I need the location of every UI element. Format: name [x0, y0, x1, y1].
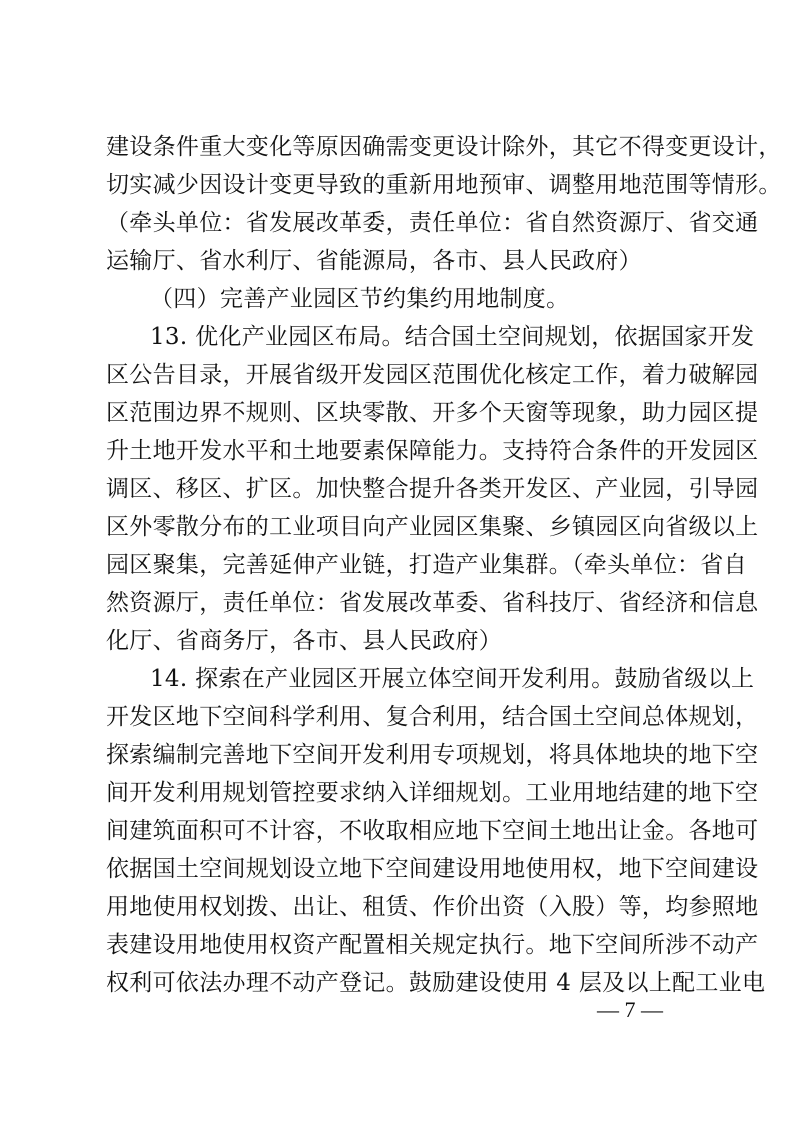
- paragraph-line: 区外零散分布的工业项目向产业园区集聚、乡镇园区向省级以上: [106, 514, 759, 540]
- paragraph-line: 切实减少因设计变更导致的重新用地预审、调整用地范围等情形。: [106, 172, 782, 198]
- section-heading: （四）完善产业园区节约集约用地制度。: [150, 286, 570, 312]
- paragraph-line: 权利可依法办理不动产登记。鼓励建设使用 4 层及以上配工业电: [106, 970, 766, 996]
- paragraph-line: 表建设用地使用权资产配置相关规定执行。地下空间所涉不动产: [106, 932, 759, 958]
- paragraph-line: 运输厅、省水利厅、省能源局，各市、县人民政府）: [106, 248, 642, 274]
- paragraph-line: 建设条件重大变化等原因确需变更设计除外，其它不得变更设计，: [106, 134, 782, 160]
- page-number: — 7 —: [597, 997, 663, 1022]
- paragraph-line: 依据国土空间规划设立地下空间建设用地使用权，地下空间建设: [106, 856, 759, 882]
- paragraph-line: 升土地开发水平和土地要素保障能力。支持符合条件的开发园区: [106, 438, 759, 464]
- paragraph-line: 开发区地下空间科学利用、复合利用，结合国土空间总体规划，: [106, 704, 759, 730]
- paragraph-line: 间开发利用规划管控要求纳入详细规划。工业用地结建的地下空: [106, 780, 759, 806]
- paragraph-line: 探索编制完善地下空间开发利用专项规划，将具体地块的地下空: [106, 742, 759, 768]
- paragraph-line: 区范围边界不规则、区块零散、开多个天窗等现象，助力园区提: [106, 400, 759, 426]
- paragraph-line: 然资源厅，责任单位：省发展改革委、省科技厅、省经济和信息: [106, 590, 759, 616]
- paragraph-line: 园区聚集，完善延伸产业链，打造产业集群。（牵头单位：省自: [106, 552, 747, 578]
- paragraph-line: 14. 探索在产业园区开展立体空间开发利用。鼓励省级以上: [150, 666, 755, 692]
- paragraph-line: 调区、移区、扩区。加快整合提升各类开发区、产业园，引导园: [106, 476, 759, 502]
- paragraph-line: （牵头单位：省发展改革委，责任单位：省自然资源厅、省交通: [106, 210, 759, 236]
- paragraph-line: 用地使用权划拨、出让、租赁、作价出资（入股）等，均参照地: [106, 894, 759, 920]
- paragraph-line: 间建筑面积可不计容，不收取相应地下空间土地出让金。各地可: [106, 818, 759, 844]
- paragraph-line: 化厅、省商务厅，各市、县人民政府）: [106, 628, 503, 654]
- paragraph-line: 区公告目录，开展省级开发园区范围优化核定工作，着力破解园: [106, 362, 759, 388]
- paragraph-line: 13. 优化产业园区布局。结合国土空间规划，依据国家开发: [150, 324, 755, 350]
